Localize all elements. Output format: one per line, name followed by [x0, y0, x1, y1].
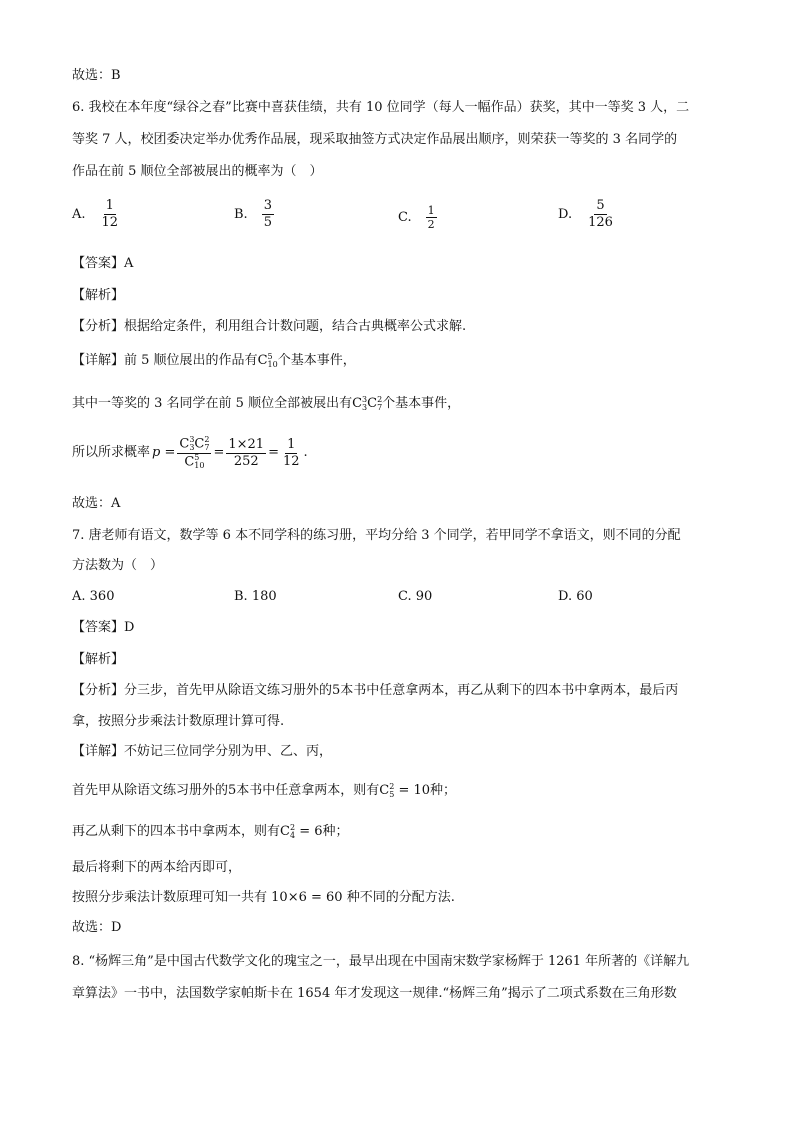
xiangjie-text: 所以所求概率	[72, 445, 151, 460]
q8-stem-line-1: 8. “杨辉三角”是中国古代数学文化的瑰宝之一，最早出现在中国南宋数学家杨辉于 1261 年所著的《详解九	[72, 954, 690, 969]
xiangjie-tag: 【详解】	[72, 353, 125, 368]
period: .	[303, 445, 308, 460]
denominator: 5	[263, 215, 272, 230]
equals-sign: =	[268, 445, 279, 460]
denominator: 2	[427, 218, 435, 231]
option-letter: A.	[72, 207, 86, 222]
q7-option-a: A. 360	[72, 589, 115, 604]
combination-c4-2: C 2 4 = 6	[280, 822, 323, 840]
probability-expression: p =	[152, 445, 176, 460]
xiangjie-text: 前 5 顺位展出的作品有	[124, 353, 258, 368]
option-letter: C.	[398, 210, 412, 225]
product-expression: 10×6 = 60	[267, 890, 347, 905]
q6-final-answer: 故选：A	[72, 496, 121, 511]
q7-fenxi-line-1	[72, 681, 678, 701]
combination-c3-3-c7-2: C 3 3 C 2 7	[352, 394, 383, 412]
fraction	[281, 437, 302, 470]
xiangjie-text: 再乙从剩下的四本书中拿两本，则有	[72, 824, 281, 839]
q7-fenxi-line-2: 拿，按照分步乘法计数原理计算可得.	[72, 714, 285, 729]
q6-stem-line-1: 6. 我校在本年度“绿谷之春”比赛中喜获佳绩，共有 10 位同学（每人一幅作品）获奖，其中一等奖 3 人，二	[72, 100, 690, 115]
equals-sign: =	[213, 445, 225, 460]
xiangjie-text: 个基本事件，	[277, 353, 356, 368]
q6-answer	[72, 254, 133, 274]
fenxi-tag: 【分析】	[72, 319, 125, 334]
fenxi-tag: 【分析】	[72, 683, 125, 698]
q7-xiangjie-line-2	[72, 781, 456, 801]
denominator: 12	[283, 453, 300, 469]
q7-xiangjie-line-5	[72, 888, 455, 908]
answer-tag: 【答案】	[72, 620, 125, 635]
answer-value: A	[124, 256, 134, 271]
xiangjie-text: 个基本事件，	[382, 396, 461, 411]
fenxi-text: 根据给定条件，利用组合计数问题，结合古典概率公式求解.	[124, 319, 467, 334]
numerator: 1	[105, 198, 114, 213]
combination-c5-2: C 2 5 = 10	[379, 781, 431, 799]
fraction	[262, 198, 274, 231]
denominator: 126	[588, 215, 613, 230]
numerator: 1	[427, 204, 435, 217]
q7-option-d: D. 60	[558, 589, 593, 604]
q7-stem-line-2: 方法数为（ ）	[72, 558, 164, 573]
option-letter: D.	[558, 207, 573, 222]
denominator: 12	[101, 215, 119, 230]
q7-option-c: C. 90	[398, 589, 433, 604]
q6-xiangjie-line-1	[72, 351, 356, 371]
option-letter: B.	[234, 207, 248, 222]
q7-xiangjie-line-1	[72, 742, 332, 762]
fenxi-text: 分三步，首先甲从除语文练习册外的5本书中任意拿两本，再乙从剩下的四本书中拿两本，最后丙	[124, 683, 679, 698]
answer-tag: 【答案】	[72, 256, 125, 271]
xiangjie-text: 种；	[322, 824, 349, 839]
xiangjie-text: 其中一等奖的 3 名同学在前 5 顺位全部被展出有	[72, 396, 353, 411]
xiangjie-text: 首先甲从除语文练习册外的5本书中任意拿两本，则有	[72, 783, 380, 798]
q6-option-d	[558, 198, 617, 231]
numerator: 1×21	[228, 436, 265, 452]
q6-option-a	[72, 198, 122, 231]
answer-value: D	[124, 620, 135, 635]
q7-answer	[72, 618, 134, 638]
q6-jiexi-tag: 【解析】	[72, 288, 125, 303]
numerator: 3	[263, 198, 272, 213]
fraction-combination: C 3 3 C 2 7 C 5 10	[179, 435, 210, 470]
q7-jiexi-tag: 【解析】	[72, 652, 125, 667]
fraction	[100, 198, 121, 231]
xiangjie-text: 按照分步乘法计数原理可知一共有	[72, 890, 268, 905]
q7-final-answer: 故选：D	[72, 920, 122, 935]
q5-final-answer: 故选：B	[72, 68, 121, 83]
q7-xiangjie-line-4: 最后将剩下的两本给丙即可，	[72, 860, 242, 875]
fraction	[586, 198, 615, 231]
q6-xiangjie-line-3	[72, 436, 308, 470]
fraction	[426, 204, 437, 231]
q7-xiangjie-line-3	[72, 822, 349, 842]
xiangjie-text: 种不同的分配方法.	[346, 890, 455, 905]
q8-stem-line-2: 章算法》一书中，法国数学家帕斯卡在 1654 年才发现这一规律.“杨辉三角”揭示了二项式系数在三角形数	[72, 986, 677, 1001]
xiangjie-text: 种；	[430, 783, 457, 798]
fraction	[226, 437, 266, 470]
xiangjie-tag: 【详解】	[72, 744, 125, 759]
q6-fenxi	[72, 317, 466, 337]
xiangjie-text: 不妨记三位同学分别为甲、乙、丙，	[124, 744, 333, 759]
numerator: 1	[287, 436, 296, 452]
q7-option-b: B. 180	[234, 589, 277, 604]
denominator: 252	[233, 453, 259, 469]
q6-option-c	[398, 204, 439, 231]
q6-option-b	[234, 198, 276, 231]
q6-xiangjie-line-2	[72, 394, 460, 414]
q6-stem-line-3: 作品在前 5 顺位全部被展出的概率为（ ）	[72, 164, 323, 179]
combination-c10-5: C 5 10	[257, 351, 278, 369]
q7-stem-line-1: 7. 唐老师有语文，数学等 6 本不同学科的练习册，平均分给 3 个同学，若甲同学不拿语文，则不同的分配	[72, 528, 681, 543]
q6-stem-line-2: 等奖 7 人，校团委决定举办优秀作品展，现采取抽签方式决定作品展出顺序，则荣获一等奖的 3 名同学的	[72, 132, 678, 147]
numerator: 5	[596, 198, 605, 213]
